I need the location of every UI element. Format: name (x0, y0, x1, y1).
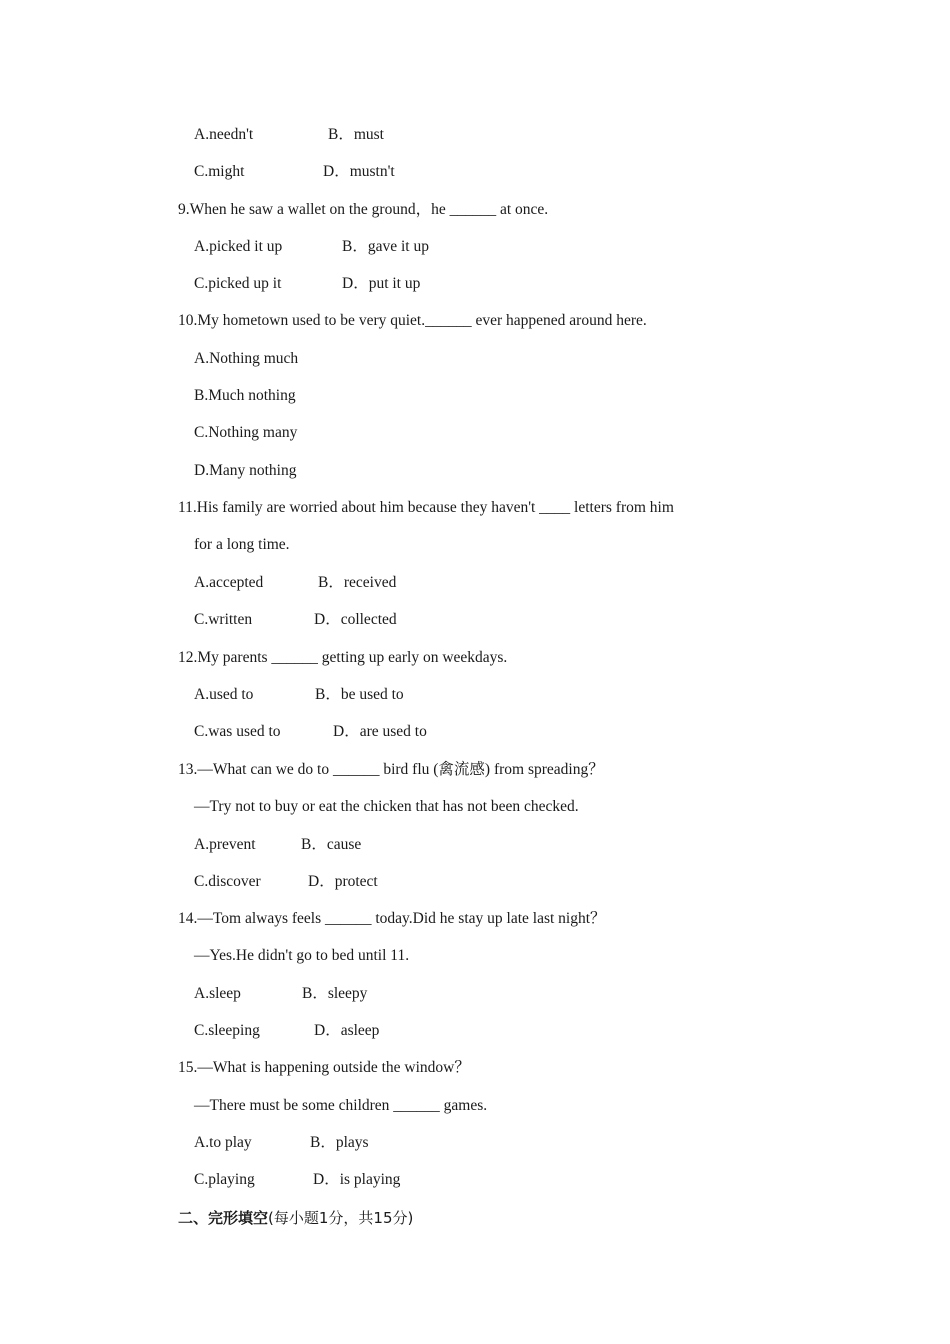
q10-option-c: C.Nothing many (194, 424, 298, 441)
q8-option-b: B．must (328, 126, 384, 143)
q11-option-c: C.written (194, 611, 253, 628)
q9-stem: 9.When he saw a wallet on the ground，he ______ at once. (178, 201, 549, 218)
q13-option-a: A.prevent (194, 836, 256, 853)
q13-option-d: D．protect (308, 873, 378, 890)
q12-option-c: C.was used to (194, 723, 281, 740)
q11-option-b: B．received (318, 574, 397, 591)
q15-reply: —There must be some children ______ games. (194, 1097, 488, 1114)
q11-option-a: A.accepted (194, 574, 264, 591)
q13-option-c: C.discover (194, 873, 261, 890)
q10-option-a: A.Nothing much (194, 350, 299, 367)
q15-option-a: A.to play (194, 1134, 252, 1151)
section-title: 二、完形填空 (178, 1209, 269, 1227)
q8-option-a: A.needn't (194, 126, 254, 143)
q11-stem: 11.His family are worried about him because they haven't ____ letters from him (178, 499, 674, 516)
q10-stem: 10.My hometown used to be very quiet.______ ever happened around here. (178, 312, 647, 329)
q8-option-d: D．mustn't (323, 163, 395, 180)
q12-stem: 12.My parents ______ getting up early on weekdays. (178, 649, 508, 666)
q8-option-c: C.might (194, 163, 245, 180)
q10-option-b: B.Much nothing (194, 387, 296, 404)
q12-option-b: B．be used to (315, 686, 404, 703)
q10-option-d: D.Many nothing (194, 462, 297, 479)
q14-reply: —Yes.He didn't go to bed until 11. (194, 947, 410, 964)
q9-option-a: A.picked it up (194, 238, 283, 255)
q9-option-b: B．gave it up (342, 238, 429, 255)
q15-option-b: B．plays (310, 1134, 369, 1151)
q13-option-b: B．cause (301, 836, 362, 853)
q14-option-b: B．sleepy (302, 985, 368, 1002)
q15-option-d: D．is playing (313, 1171, 401, 1188)
q11-stem-continued: for a long time. (194, 536, 290, 553)
q15-option-c: C.playing (194, 1171, 255, 1188)
q14-option-a: A.sleep (194, 985, 241, 1002)
q9-option-d: D．put it up (342, 275, 421, 292)
q9-option-c: C.picked up it (194, 275, 282, 292)
q14-stem: 14.—Tom always feels ______ today.Did he stay up late last night？ (178, 910, 606, 927)
section-heading (178, 1208, 413, 1228)
q13-reply: —Try not to buy or eat the chicken that has not been checked. (194, 798, 579, 815)
q12-option-d: D．are used to (333, 723, 427, 740)
q14-option-c: C.sleeping (194, 1022, 260, 1039)
section-note: (每小题1分，共15分) (268, 1209, 414, 1227)
q12-option-a: A.used to (194, 686, 254, 703)
q15-stem: 15.—What is happening outside the window？ (178, 1059, 470, 1076)
q11-option-d: D．collected (314, 611, 397, 628)
q14-option-d: D．asleep (314, 1022, 380, 1039)
q13-stem: 13.—What can we do to ______ bird flu (禽流感) from spreading？ (178, 761, 604, 778)
